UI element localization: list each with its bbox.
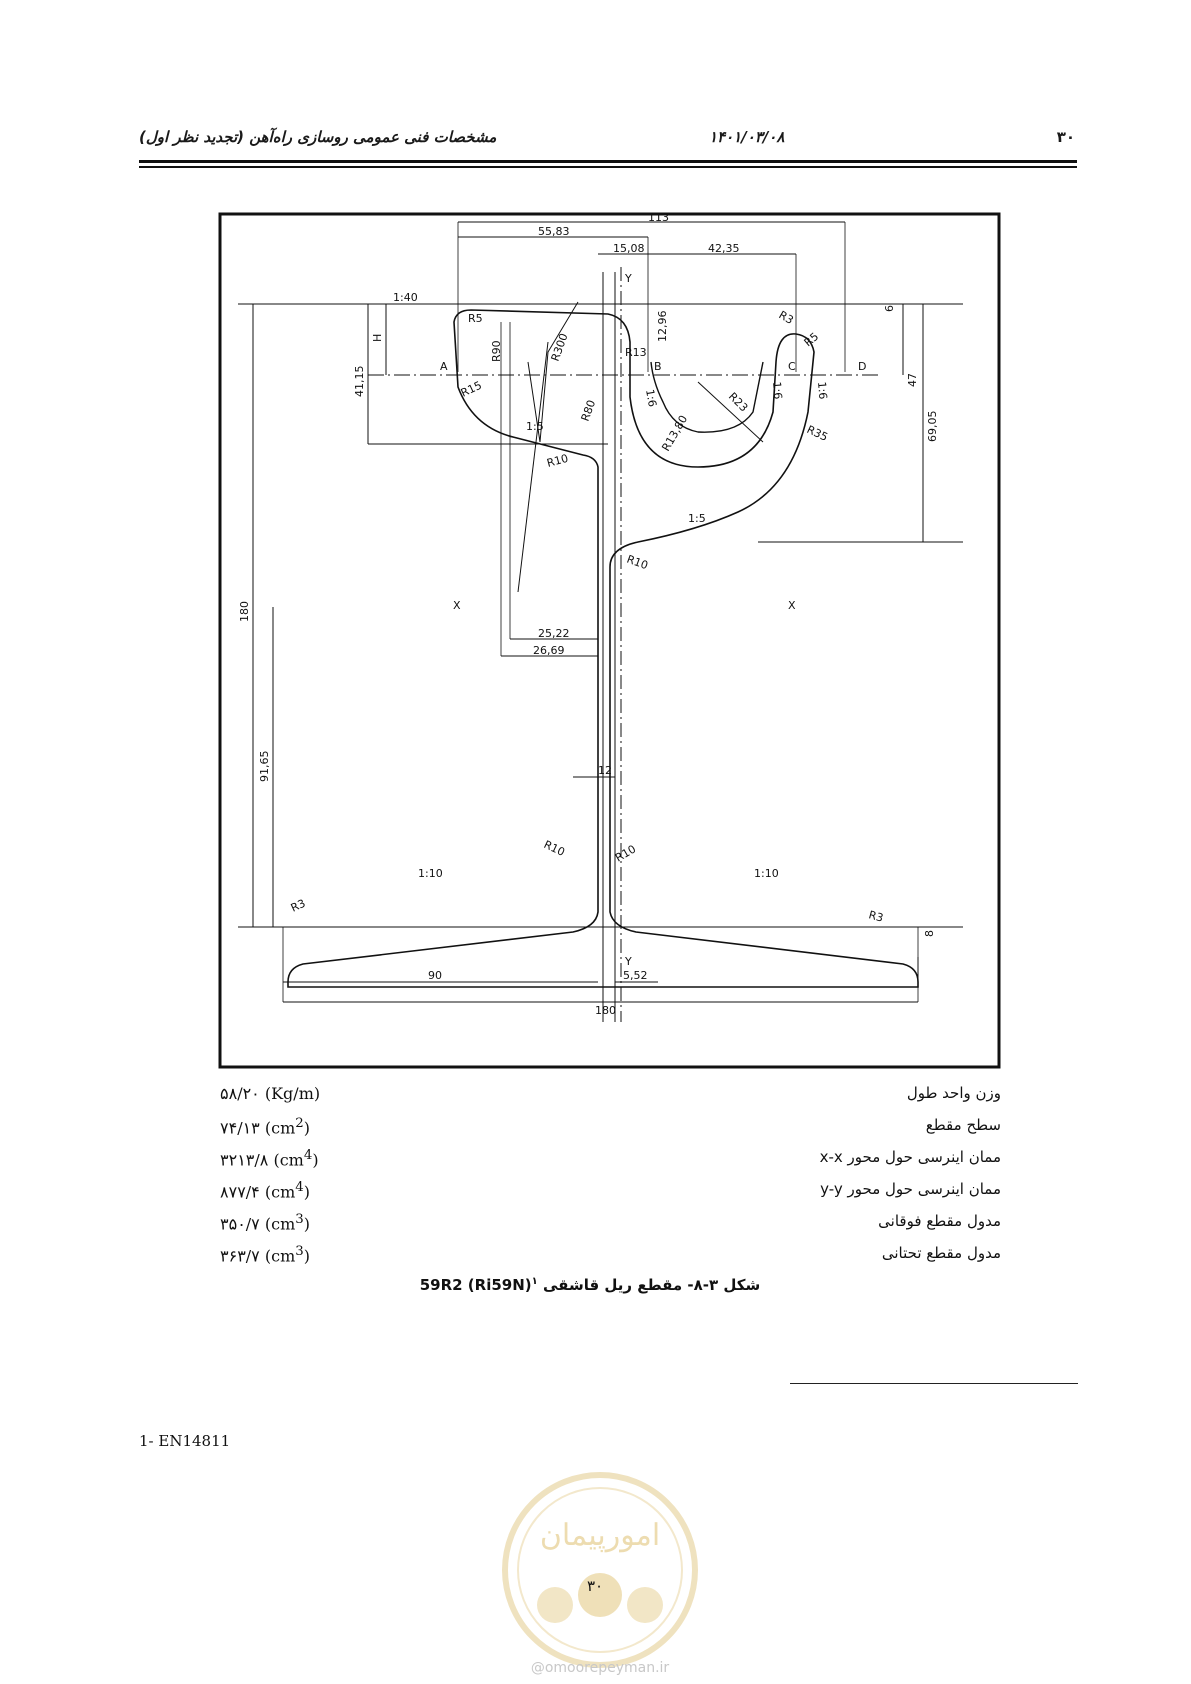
label-pt-d: D — [858, 360, 867, 373]
property-value: ۵۸/۲۰ — [220, 1084, 260, 1103]
label-41: 41,15 — [353, 365, 366, 397]
label-r300: R300 — [548, 331, 571, 364]
label-r13-80: R13,80 — [659, 413, 691, 454]
property-unit: (cm — [264, 1182, 296, 1202]
property-label: مدول مقطع تحتانی — [881, 1244, 1001, 1262]
caption-text: شکل ۳-۸- مقطع ریل قاشقی 59R2 (Ri59N) — [419, 1276, 761, 1294]
label-r10-a: R10 — [545, 451, 570, 470]
label-slope-16a: 1:6 — [643, 388, 659, 408]
label-15: 15,08 — [613, 242, 645, 255]
label-12: 12 — [598, 764, 612, 777]
label-r10-d: R10 — [613, 842, 639, 865]
property-row — [218, 1114, 1001, 1146]
property-unit-power: 3 — [295, 1212, 304, 1227]
label-h: H — [371, 333, 384, 342]
property-value: ۳۵۰/۷ — [220, 1214, 260, 1234]
label-47: 47 — [906, 373, 919, 387]
seal-svg — [500, 1470, 700, 1670]
label-90: 90 — [428, 969, 442, 982]
page-header — [139, 128, 1077, 152]
label-26: 26,69 — [533, 644, 565, 657]
leader-r80 — [518, 342, 548, 592]
label-r15: R15 — [458, 378, 484, 400]
property-row — [218, 1242, 1001, 1274]
label-r3-r: R3 — [867, 908, 885, 925]
rail-section-drawing — [218, 212, 1001, 1069]
property-unit-end: ) — [303, 1182, 310, 1202]
label-5-52: 5,52 — [623, 969, 648, 982]
watermark-seal — [500, 1470, 700, 1670]
label-42: 42,35 — [708, 242, 740, 255]
label-r3-l: R3 — [288, 896, 308, 915]
footer-page-number: ۳۰ — [586, 1577, 604, 1595]
label-slope-15b: 1:5 — [688, 512, 706, 525]
property-label: مدول مقطع فوقانی — [878, 1212, 1001, 1230]
header-title: مشخصات فنی عمومی روسازی راه‌آهن (تجدید نظر اول) — [139, 128, 497, 146]
property-value: ۳۲۱۳/۸ — [220, 1150, 269, 1170]
property-unit: (cm — [273, 1150, 304, 1170]
watermark-url: @omoorepeyman.ir — [530, 1660, 670, 1676]
property-label: ممان اینرسی حول محور x-x — [819, 1148, 1001, 1166]
label-8: 8 — [923, 930, 936, 937]
property-unit: (Kg/m) — [264, 1084, 321, 1103]
property-unit: (cm — [264, 1214, 296, 1234]
label-25: 25,22 — [538, 627, 570, 640]
label-55: 55,83 — [538, 225, 570, 238]
property-unit-end: ) — [312, 1150, 319, 1170]
label-r5-b: R5 — [801, 329, 822, 350]
label-r23: R23 — [725, 389, 751, 415]
figure-caption — [300, 1276, 880, 1294]
label-x-left: X — [453, 599, 461, 612]
label-pt-a: A — [440, 360, 448, 373]
groove-curve — [651, 362, 763, 432]
label-slope-15a: 1:5 — [526, 420, 544, 433]
caption-footnote-ref: ۱ — [531, 1276, 538, 1287]
property-row — [218, 1210, 1001, 1242]
label-r35: R35 — [804, 422, 830, 444]
label-pt-b: B — [654, 360, 662, 373]
property-value: ۳۶۳/۷ — [220, 1246, 260, 1266]
property-unit-end: ) — [303, 1246, 310, 1266]
label-91: 91,65 — [258, 750, 271, 782]
property-unit-power: 4 — [303, 1148, 313, 1163]
property-unit-power: 3 — [295, 1244, 304, 1259]
header-rule-thick — [139, 160, 1077, 163]
property-value: ۸۷۷/۴ — [220, 1182, 260, 1202]
property-unit-end: ) — [303, 1118, 310, 1138]
property-label: ممان اینرسی حول محور y-y — [820, 1180, 1001, 1198]
property-label: سطح مقطع — [925, 1116, 1001, 1134]
header-date: ۱۴۰۱/۰۳/۰۸ — [709, 128, 785, 146]
label-r90: R90 — [490, 340, 503, 362]
property-unit-power: 2 — [295, 1116, 304, 1131]
label-180-v: 180 — [238, 601, 251, 622]
property-value: ۷۴/۱۳ — [220, 1118, 260, 1138]
property-unit-power: 4 — [295, 1180, 304, 1195]
property-row — [218, 1178, 1001, 1210]
property-row — [218, 1146, 1001, 1178]
footnote-rule — [790, 1383, 1078, 1384]
label-69: 69,05 — [926, 410, 939, 442]
rail-section-svg — [218, 212, 1001, 1069]
label-r10-c: R10 — [541, 837, 567, 859]
property-unit: (cm — [264, 1246, 296, 1266]
seal-text: امورپیمان — [539, 1518, 661, 1553]
label-113: 113 — [648, 212, 669, 224]
label-r80: R80 — [578, 398, 599, 424]
label-slope-16b: 1:6 — [770, 381, 785, 400]
header-page-number: ۳۰ — [1056, 128, 1075, 146]
label-r13: R13 — [625, 346, 647, 359]
property-unit-end: ) — [303, 1214, 310, 1234]
label-slope-16c: 1:6 — [815, 381, 830, 400]
label-slope-110b: 1:10 — [754, 867, 779, 880]
label-slope-110a: 1:10 — [418, 867, 443, 880]
header-rule-thin — [139, 166, 1077, 168]
property-label: وزن واحد طول — [906, 1084, 1001, 1102]
label-r5-a: R5 — [468, 312, 483, 325]
label-pt-c: C — [788, 360, 796, 373]
property-row — [218, 1082, 1001, 1114]
label-6: 6 — [883, 305, 896, 312]
label-12-96: 12,96 — [656, 310, 669, 342]
label-slope-top: 1:40 — [393, 291, 418, 304]
section-properties — [218, 1082, 1001, 1274]
label-180-h: 180 — [595, 1004, 616, 1017]
label-y-top: Y — [625, 272, 632, 285]
label-r10-b: R10 — [624, 552, 650, 573]
label-r3-top: R3 — [776, 308, 796, 327]
property-unit: (cm — [264, 1118, 296, 1138]
label-x-right: X — [788, 599, 796, 612]
footnote: 1- EN14811 — [139, 1432, 231, 1450]
label-y-bottom: Y — [625, 955, 632, 968]
